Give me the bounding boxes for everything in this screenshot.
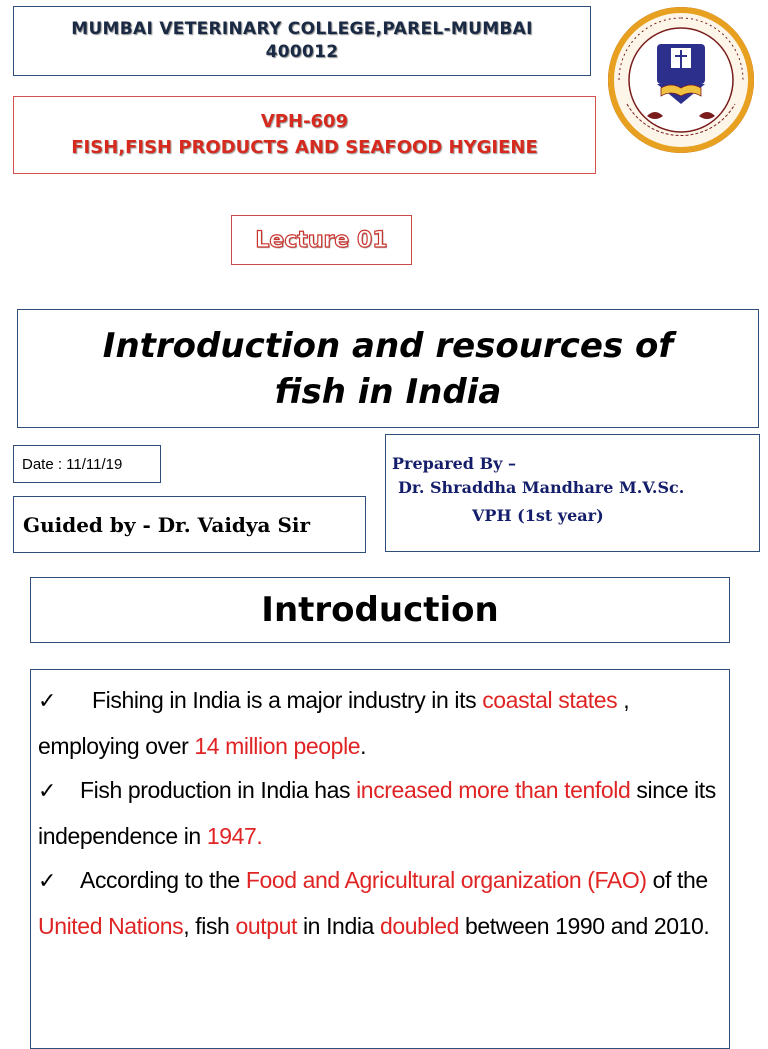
prepared-by-box (385, 434, 760, 552)
topic-title-box (17, 309, 759, 428)
content-box (30, 669, 730, 1049)
section-title: Introduction (261, 590, 499, 630)
highlight-text: 1947. (206, 823, 263, 849)
college-name: MUMBAI VETERINARY COLLEGE,PAREL-MUMBAI 400012 (71, 19, 533, 62)
prepared-by-year: VPH (1st year) (472, 506, 604, 525)
checkmark-icon: ✓ (38, 779, 57, 804)
highlight-text: increased more than tenfold (356, 777, 631, 803)
prepared-by-name: Dr. Shraddha Mandhare M.V.Sc. (398, 478, 685, 497)
highlight-text: Food and Agricultural organization (FAO) (245, 867, 647, 893)
checkmark-icon: ✓ (38, 689, 57, 714)
college-name-box (13, 6, 591, 76)
checkmark-icon: ✓ (38, 869, 57, 894)
highlight-text: 14 million people (194, 733, 361, 759)
university-logo (597, 4, 760, 156)
bullet-text: According to the (80, 867, 246, 893)
bullet-1 (38, 678, 719, 768)
bullet-text: , employing over (38, 687, 630, 759)
lecture-number: Lecture 01 (255, 227, 388, 253)
lecture-number-box (231, 215, 412, 265)
topic-title-line1: Introduction and resources of (102, 325, 674, 366)
bullet-text: . (360, 733, 367, 759)
guided-by-text: Guided by - Dr. Vaidya Sir (23, 512, 311, 537)
bullet-text: Fish production in India has (80, 777, 357, 803)
highlight-text: doubled (379, 913, 459, 939)
highlight-text: coastal states (482, 687, 618, 713)
section-title-box (30, 577, 730, 643)
course-code: VPH-609 (260, 111, 349, 132)
bullet-text: in India (296, 913, 380, 939)
prepared-by-label: Prepared By – (392, 454, 516, 473)
bullet-2 (38, 768, 719, 858)
highlight-text: United Nations (38, 913, 184, 939)
date-box (13, 445, 161, 483)
highlight-text: output (235, 913, 297, 939)
guided-by-box (13, 496, 366, 553)
bullet-text: , fish (183, 913, 236, 939)
course-title-box (13, 96, 596, 174)
course-title: FISH,FISH PRODUCTS AND SEAFOOD HYGIENE (71, 137, 538, 158)
bullet-3 (38, 858, 719, 948)
lecture-date: Date : 11/11/19 (22, 455, 123, 473)
bullet-text: since its independence in (38, 777, 716, 849)
university-logo-icon (597, 4, 760, 156)
bullet-text: of the (646, 867, 708, 893)
bullet-text: Fishing in India is a major industry in its (92, 687, 483, 713)
topic-title-line2: fish in India (274, 371, 502, 412)
bullet-text: between 1990 and 2010. (459, 913, 710, 939)
